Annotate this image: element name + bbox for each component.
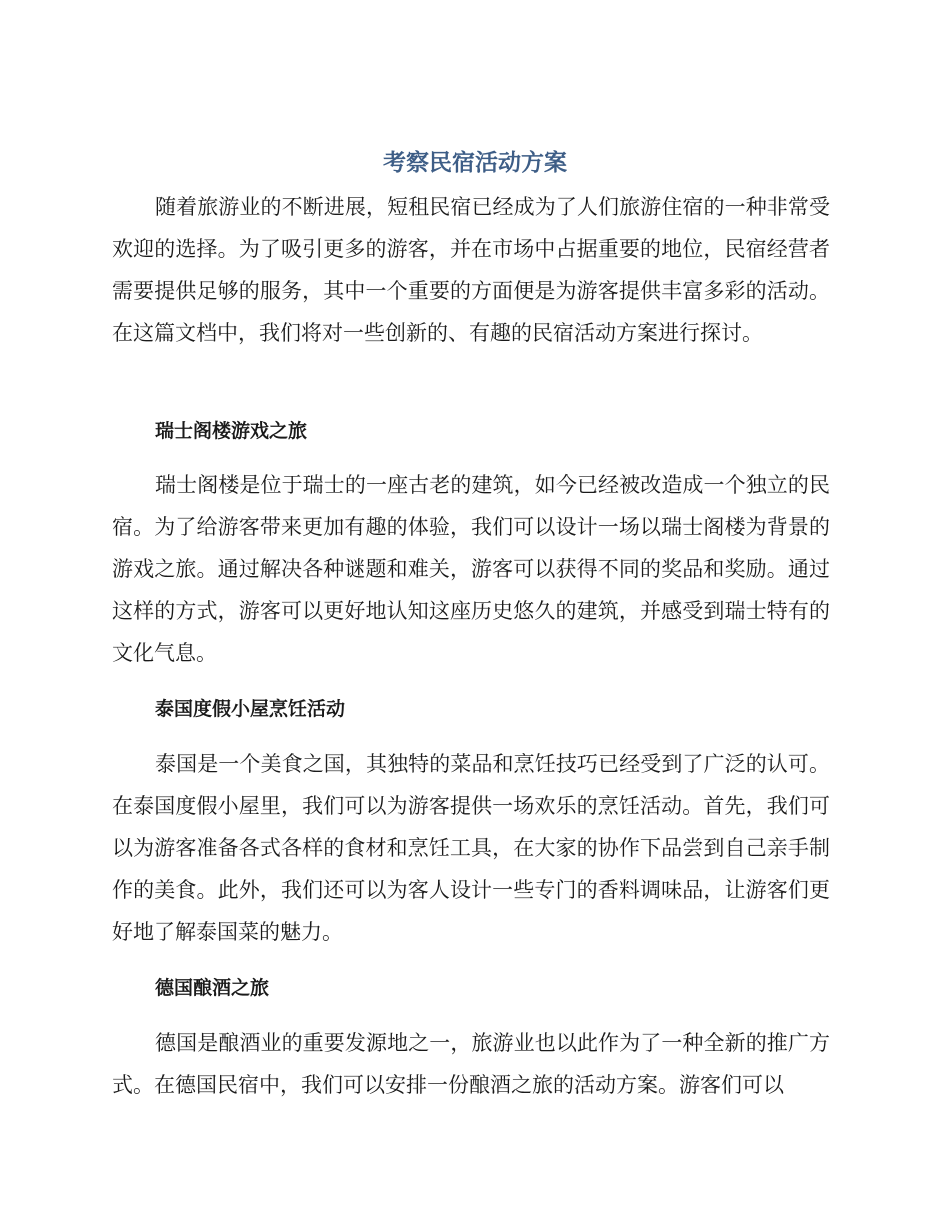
section-paragraph-swiss-attic: 瑞士阁楼是位于瑞士的一座古老的建筑，如今已经被改造成一个独立的民宿。为了给游客带来更加有趣的体验，我们可以设计一场以瑞士阁楼为背景的游戏之旅。通过解决各种谜题和难关，游客可以获得不同的奖品和奖励。通过这样的方式，游客可以更好地认知这座历史悠久的建筑，并感受到瑞士特有的文化气息。: [112, 473, 830, 665]
section-heading-swiss-attic: 瑞士阁楼游戏之旅: [155, 420, 308, 442]
section-heading-thai-cooking: 泰国度假小屋烹饪活动: [155, 698, 346, 720]
section-heading-german-brewing: 德国酿酒之旅: [155, 977, 270, 999]
document-title: 考察民宿活动方案: [383, 150, 567, 176]
section-paragraph-thai-cooking: 泰国是一个美食之国，其独特的菜品和烹饪技巧已经受到了广泛的认可。在泰国度假小屋里，我们可以为游客提供一场欢乐的烹饪活动。首先，我们可以为游客准备各式各样的食材和烹饪工具，在大家的协作下品尝到自己亲手制作的美食。此外，我们还可以为客人设计一些专门的香料调味品，让游客们更好地了解泰国菜的魅力。: [112, 752, 830, 944]
intro-paragraph: 随着旅游业的不断进展，短租民宿已经成为了人们旅游住宿的一种非常受欢迎的选择。为了吸引更多的游客，并在市场中占据重要的地位，民宿经营者需要提供足够的服务，其中一个重要的方面便是为游客提供丰富多彩的活动。在这篇文档中，我们将对一些创新的、有趣的民宿活动方案进行探讨。: [112, 195, 830, 345]
section-paragraph-german-brewing: 德国是酿酒业的重要发源地之一，旅游业也以此作为了一种全新的推广方式。在德国民宿中，我们可以安排一份酿酒之旅的活动方案。游客们可以: [112, 1031, 830, 1097]
